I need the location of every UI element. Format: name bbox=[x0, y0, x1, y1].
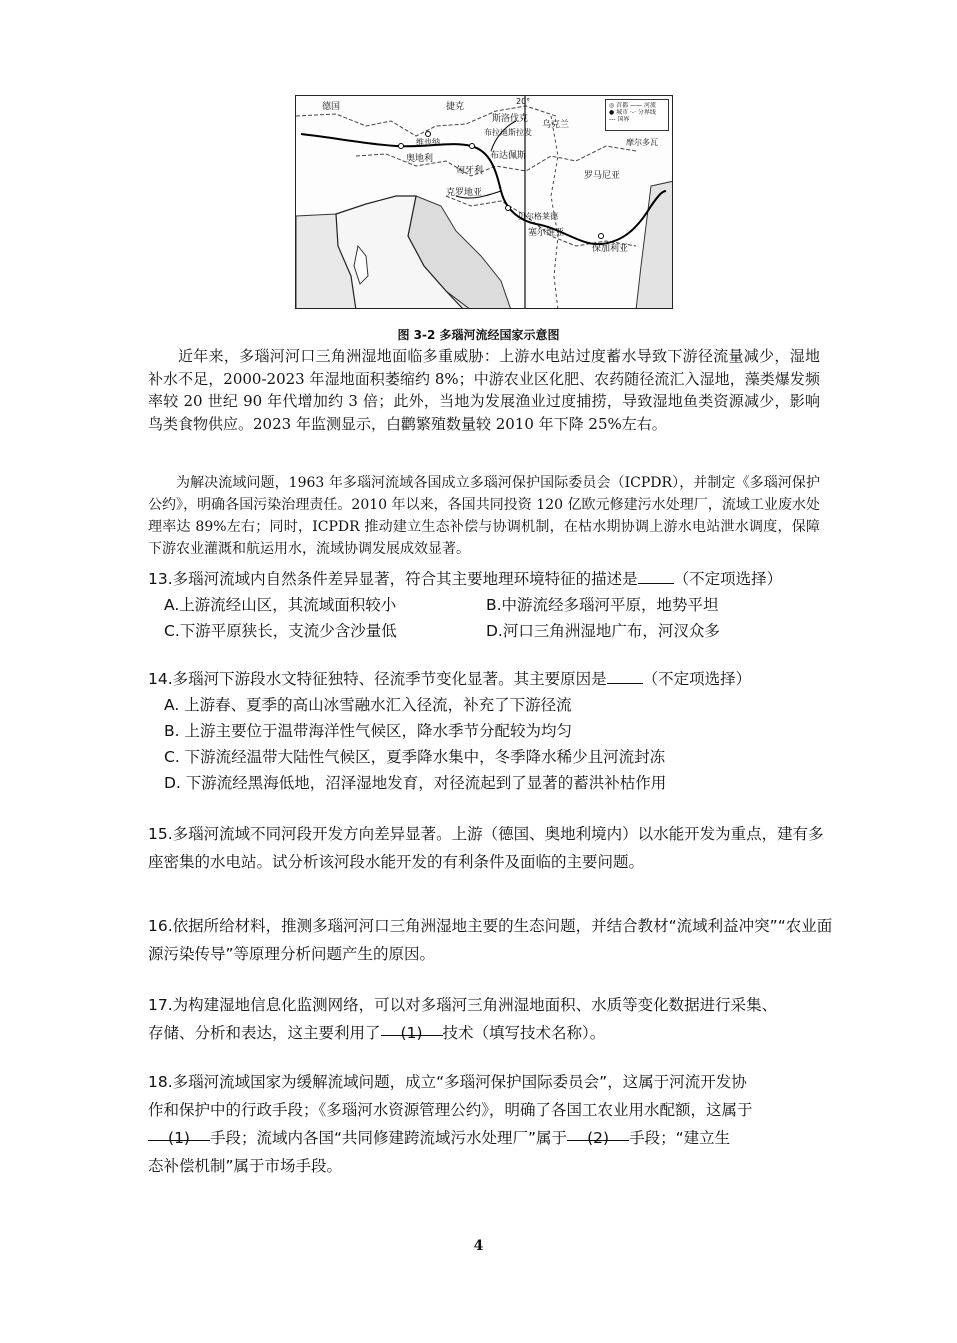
option-d[interactable]: D.河口三角洲湿地广布，河汊众多 bbox=[486, 622, 720, 640]
answer-blank[interactable] bbox=[638, 567, 674, 584]
question-13-stem bbox=[148, 566, 838, 592]
label-ukraine: 乌克兰 bbox=[542, 120, 570, 130]
answer-blank[interactable] bbox=[607, 667, 643, 684]
question-13-type: （不定项选择） bbox=[673, 570, 783, 588]
material-paragraph-2: 为解决流域问题，1963 年多瑙河流域各国成立多瑙河保护国际委员会（ICPDR），并制定《多瑙河保护公约》，明确各国污染治理责任。2010 年以来，各国共同投资 120 亿欧元修建污水处理厂，流域工业废水处理率达 89%左右；同时，ICPDR 推动建立生态补偿与协调机制，在枯水期协调上游水电站泄水调度，保障下游农业灌溉和航运用水，流域协调发展成效显著。 bbox=[148, 475, 820, 557]
question-16: 16.依据所给材料，推测多瑙河河口三角洲湿地主要的生态问题，并结合教材“流域利益冲突”“农业面源污染传导”等原理分析问题产生的原因。 bbox=[148, 917, 833, 963]
label-romania: 罗马尼亚 bbox=[584, 171, 621, 181]
material-paragraph-1: 近年来，多瑙河河口三角洲湿地面临多重威胁：上游水电站过度蓄水导致下游径流量减少，湿地补水不足，2000-2023 年湿地面积萎缩约 8%；中游农业区化肥、农药随径流汇入湿地，藻类爆发频率较 20 世纪 90 年代增加约 3 倍；此外，当地为发展渔业过度捕捞，导致湿地鱼类资源减少，影响鸟类食物供应。2023 年监测显示，白鹳繁殖数量较 2010 年下降 25%左右。 bbox=[148, 347, 820, 433]
capital-bucharest bbox=[599, 234, 604, 239]
option-c[interactable]: C. 下游流经温带大陆性气候区，夏季降水集中，冬季降水稀少且河流封冻 bbox=[164, 748, 666, 766]
answer-blank-2[interactable]: (2) bbox=[567, 1124, 629, 1141]
option-b[interactable]: B.中游流经多瑙河平原，地势平坦 bbox=[486, 596, 719, 614]
label-slovakia: 斯洛伐克 bbox=[492, 114, 529, 124]
capital-belgrade bbox=[506, 206, 511, 211]
label-serbia: 塞尔维亚 bbox=[528, 228, 565, 238]
label-bulgaria: 保加利亚 bbox=[592, 244, 629, 254]
capital-vienna bbox=[399, 144, 404, 149]
question-18 bbox=[148, 1068, 838, 1180]
question-14-stem-text: 14.多瑙河下游段水文特征独特、径流季节变化显著。其主要原因是 bbox=[148, 670, 607, 688]
label-austria: 奥地利 bbox=[406, 154, 434, 164]
question-13-options bbox=[148, 592, 838, 644]
question-14 bbox=[148, 666, 838, 796]
question-15: 15.多瑙河流域不同河段开发方向差异显著。上游（德国、奥地利境内）以水能开发为重点，建有多座密集的水电站。试分析该河段水能开发的有利条件及面临的主要问题。 bbox=[148, 825, 824, 871]
capital-bratislava bbox=[426, 132, 431, 137]
legend-row: ◎ 首都 —— 河流 bbox=[609, 102, 656, 109]
label-croatia: 克罗地亚 bbox=[446, 188, 483, 198]
label-budapest: 布达佩斯 bbox=[490, 151, 527, 161]
label-moldova: 摩尔多瓦 bbox=[626, 138, 658, 147]
option-a[interactable]: A.上游流经山区，其流域面积较小 bbox=[164, 596, 397, 614]
question-18-line-1: 18.多瑙河流域国家为缓解流域问题，成立“多瑙河保护国际委员会”，这属于河流开发协 bbox=[148, 1073, 747, 1091]
question-18-line-3 bbox=[148, 1124, 838, 1152]
question-13-stem-text: 13.多瑙河流域内自然条件差异显著，符合其主要地理环境特征的描述是 bbox=[148, 570, 638, 588]
label-germany: 德国 bbox=[322, 102, 341, 112]
question-18-line-4: 态补偿机制”属于市场手段。 bbox=[148, 1157, 343, 1175]
option-c[interactable]: C.下游平原狭长，支流少含沙量低 bbox=[164, 622, 397, 640]
legend-row: --- 国界 bbox=[609, 116, 630, 123]
label-bratislava: 布拉迪斯拉发 bbox=[484, 128, 532, 137]
figure-caption: 图 3-2 多瑙河流经国家示意图 bbox=[397, 328, 560, 342]
question-17-text: 存储、分析和表达，这主要利用了 bbox=[148, 1024, 381, 1042]
label-belgrade: 贝尔格莱德 bbox=[518, 212, 558, 221]
question-18-text: 手段；流域内各国“共同修建跨流域污水处理厂”属于 bbox=[210, 1129, 568, 1147]
map-legend bbox=[605, 99, 669, 131]
page-number: 4 bbox=[473, 1238, 484, 1254]
question-17-text: 技术（填写技术名称）。 bbox=[442, 1024, 606, 1042]
option-d[interactable]: D. 下游流经黑海低地，沼泽湿地发育，对径流起到了显著的蓄洪补枯作用 bbox=[164, 774, 667, 792]
label-vienna: 维也纳 bbox=[416, 138, 440, 147]
question-13 bbox=[148, 566, 838, 644]
legend-row: ● 城市 ·-· 分界线 bbox=[609, 109, 656, 116]
danube-map bbox=[295, 95, 673, 309]
label-hungary: 匈牙利 bbox=[456, 166, 484, 176]
question-14-type: （不定项选择） bbox=[642, 670, 752, 688]
question-18-text: 手段；“建立生 bbox=[629, 1129, 731, 1147]
question-17 bbox=[148, 991, 838, 1047]
label-meridian: 20° bbox=[516, 97, 531, 106]
capital-budapest bbox=[470, 144, 475, 149]
option-b[interactable]: B. 上游主要位于温带海洋性气候区，降水季节分配较为均匀 bbox=[164, 722, 572, 740]
question-17-line-2 bbox=[148, 1019, 838, 1047]
question-18-line-2: 作和保护中的行政手段；《多瑙河水资源管理公约》，明确了各国工农业用水配额，这属于 bbox=[148, 1101, 753, 1119]
answer-blank-1[interactable]: (1) bbox=[381, 1019, 443, 1036]
question-17-line-1: 17.为构建湿地信息化监测网络，可以对多瑙河三角洲湿地面积、水质等变化数据进行采集、 bbox=[148, 996, 778, 1014]
option-a[interactable]: A. 上游春、夏季的高山冰雪融水汇入径流，补充了下游径流 bbox=[164, 696, 572, 714]
answer-blank-1[interactable]: (1) bbox=[148, 1124, 210, 1141]
label-czech: 捷克 bbox=[446, 102, 465, 112]
question-14-stem bbox=[148, 666, 838, 692]
